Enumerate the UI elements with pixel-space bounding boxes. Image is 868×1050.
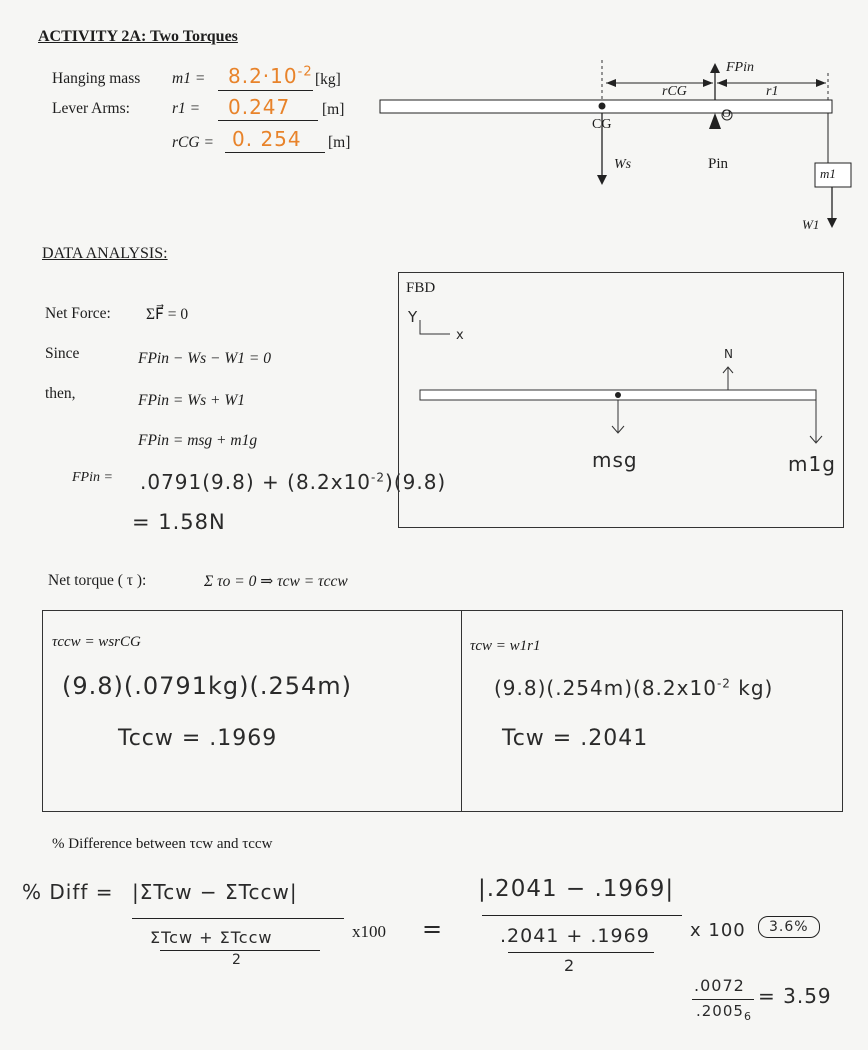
percent-diff-equals: =: [422, 915, 444, 943]
cg-label: CG: [592, 117, 612, 132]
o-label: O: [722, 106, 731, 120]
fbd-n-label: N: [724, 347, 734, 361]
net-force-label: Net Force:: [45, 305, 111, 322]
percent-diff-den2-top: .2041 + .1969: [500, 925, 650, 947]
pin-triangle: [709, 113, 721, 129]
lever-arms-label: Lever Arms:: [52, 100, 130, 117]
cg-dot: [599, 103, 606, 110]
fbd-cg-dot: [615, 392, 621, 398]
lever-diagram: [370, 55, 860, 235]
since-label: Since: [45, 345, 80, 362]
data-analysis-heading: DATA ANALYSIS:: [42, 245, 168, 262]
pin-label: Pin: [708, 156, 729, 172]
fbd-axes: [420, 320, 450, 334]
fpin-result: = 1.58N: [132, 510, 226, 534]
lever-beam: [380, 100, 832, 113]
ccw-result: Tccw = .1969: [118, 726, 278, 751]
rcg-unit: [m]: [328, 134, 351, 151]
rcg-value: 0. 254: [232, 127, 302, 151]
side-fraction-bar: [692, 999, 754, 1000]
then-eq: FPin = Ws + W1: [138, 392, 246, 409]
since-eq: FPin − Ws − W1 = 0: [138, 350, 271, 367]
percent-diff-num2: |.2041 − .1969|: [478, 876, 675, 902]
then-label: then,: [45, 385, 76, 402]
r1-symbol: r1 =: [172, 100, 201, 117]
fraction-bar-1: [132, 918, 344, 919]
side-calc-result: = 3.59: [758, 984, 832, 1008]
ws-label: Ws: [614, 157, 632, 172]
fraction-bar-2: [482, 915, 682, 916]
net-torque-eq: Σ τo = 0 ⇒ τcw = τccw: [204, 573, 348, 590]
percent-diff-times2: x 100: [690, 920, 746, 941]
net-torque-label: Net torque ( τ ):: [48, 572, 147, 589]
fraction-bar-2b: [508, 952, 654, 953]
w1-label: W1: [802, 217, 820, 232]
rcg-dim-label: rCG: [662, 84, 687, 99]
m1-unit: [kg]: [315, 71, 341, 88]
r1-unit: [m]: [322, 101, 345, 118]
fbd-drawing: [398, 272, 842, 526]
m1-underline: [218, 90, 313, 91]
fpin-eq3: FPin = msg + m1g: [138, 432, 258, 449]
fpin-calc: $.0791(9.8) + (8.2x10^{-2})(9.8)$: [140, 470, 447, 494]
percent-diff-numerator: |ΣTcw − ΣTccw|: [132, 880, 298, 904]
ccw-calc: (9.8)(.0791kg)(.254m): [62, 672, 353, 700]
percent-diff-label: % Difference between τcw and τccw: [52, 836, 273, 852]
r1-underline: [218, 120, 318, 121]
percent-diff-result: 3.6%: [758, 916, 820, 938]
fbd-label: FBD: [406, 280, 436, 296]
percent-diff-denominator-top: ΣTcw + ΣTccw: [150, 928, 273, 947]
m1-block-label: m1: [820, 166, 836, 181]
rcg-symbol: rCG =: [172, 134, 214, 151]
r1-dim-label: r1: [766, 84, 779, 99]
percent-diff-lhs: % Diff =: [22, 880, 114, 904]
cw-formula: τcw = w1r1: [470, 638, 541, 654]
cw-result: Tcw = .2041: [502, 726, 649, 751]
percent-diff-den2-bottom: 2: [564, 956, 576, 975]
cw-calc: $(9.8)(.254m)(8.2x10^{-2}$ kg): [494, 676, 774, 700]
side-calc-denominator: $.2005_6$: [696, 1002, 752, 1023]
ccw-formula: τccw = wsrCG: [52, 634, 141, 650]
percent-diff-times: x100: [352, 922, 386, 941]
m1-value: $8.2\cdot 10^{-2}$: [228, 64, 313, 88]
net-force-eq: ΣF⃗ = 0: [146, 306, 189, 323]
fbd-x-axis: x: [456, 328, 465, 343]
side-calc-numerator: .0072: [694, 976, 745, 995]
m1-symbol: m1 =: [172, 70, 206, 87]
fbd-y-axis: Y: [408, 308, 419, 326]
fraction-bar-1b: [160, 950, 320, 951]
percent-diff-denominator-bottom: 2: [232, 952, 242, 968]
fpin-calc-label: FPin =: [72, 470, 113, 485]
rcg-underline: [225, 152, 325, 153]
fbd-msg-label: msg: [592, 448, 638, 472]
fpin-label: FPin: [726, 60, 754, 75]
hanging-mass-label: Hanging mass: [52, 70, 141, 87]
r1-value: 0.247: [228, 95, 291, 119]
fbd-m1g-label: m1g: [788, 452, 836, 476]
activity-title: ACTIVITY 2A: Two Torques: [38, 28, 238, 45]
